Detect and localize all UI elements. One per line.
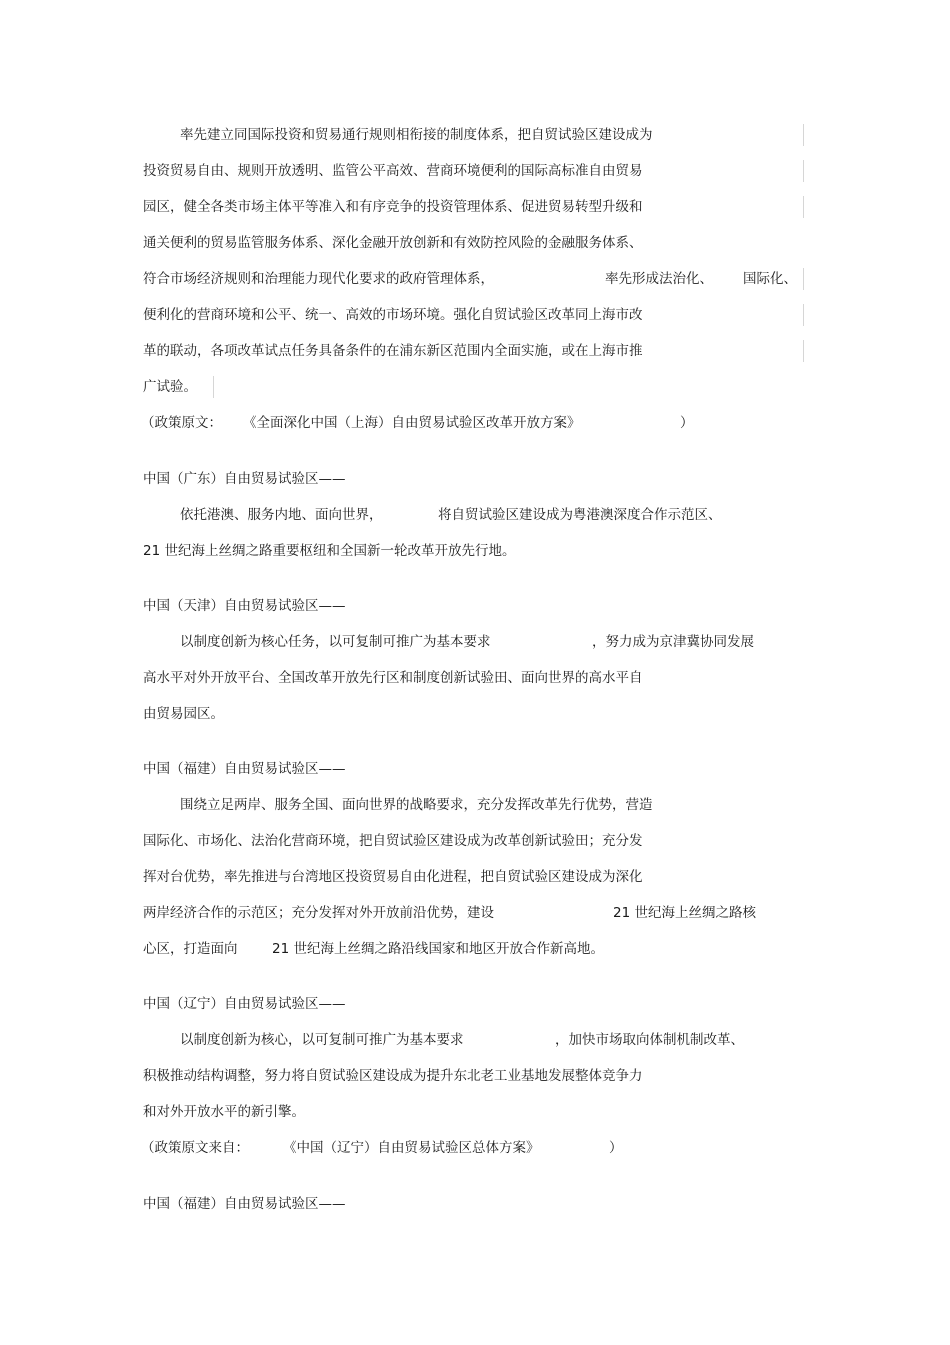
- section-heading: 中国（天津）自由贸易试验区——: [143, 598, 346, 614]
- paragraph-line: 21 世纪海上丝绸之路重要枢纽和全国新一轮改革开放先行地。: [143, 543, 516, 559]
- section-heading: 中国（福建）自由贸易试验区——: [143, 761, 346, 777]
- paragraph-line: 21 世纪海上丝绸之路核: [613, 905, 756, 921]
- paragraph-line: 两岸经济合作的示范区；充分发挥对外开放前沿优势，建设: [143, 905, 494, 921]
- section-heading: 中国（福建）自由贸易试验区——: [143, 1196, 346, 1212]
- paragraph-line: 和对外开放水平的新引擎。: [143, 1104, 305, 1120]
- paragraph-line: 高水平对外开放平台、全国改革开放先行区和制度创新试验田、面向世界的高水平自: [143, 670, 643, 686]
- paragraph-line: 广试验。: [143, 379, 197, 395]
- paragraph-line: 挥对台优势，率先推进与台湾地区投资贸易自由化进程，把自贸试验区建设成为深化: [143, 869, 643, 885]
- margin-rule: [803, 268, 804, 290]
- source-note: （政策原文来自：: [141, 1140, 249, 1156]
- margin-rule: [803, 304, 804, 326]
- paragraph-line: 投资贸易自由、规则开放透明、监管公平高效、营商环境便利的国际高标准自由贸易: [143, 163, 643, 179]
- section-heading: 中国（广东）自由贸易试验区——: [143, 471, 346, 487]
- margin-rule: [803, 124, 804, 146]
- paragraph-line: 通关便利的贸易监管服务体系、深化金融开放创新和有效防控风险的金融服务体系、: [143, 235, 643, 251]
- paragraph-line: 依托港澳、服务内地、面向世界，: [180, 507, 383, 523]
- paragraph-line: 革的联动，各项改革试点任务具备条件的在浦东新区范围内全面实施，或在上海市推: [143, 343, 643, 359]
- paragraph-line: 国际化、市场化、法治化营商环境，把自贸试验区建设成为改革创新试验田；充分发: [143, 833, 643, 849]
- paragraph-line: 符合市场经济规则和治理能力现代化要求的政府管理体系，: [143, 271, 494, 287]
- paragraph-line: 由贸易园区。: [143, 706, 224, 722]
- paragraph-line: 围绕立足两岸、服务全国、面向世界的战略要求，充分发挥改革先行优势，营造: [180, 797, 653, 813]
- paragraph-line: 率先形成法治化、: [605, 271, 713, 287]
- source-note: ）: [609, 1140, 623, 1156]
- source-note: （政策原文：: [141, 415, 222, 431]
- margin-rule: [213, 376, 214, 398]
- source-note: ）: [680, 415, 694, 431]
- margin-rule: [803, 340, 804, 362]
- paragraph-line: ，加快市场取向体制机制改革、: [555, 1032, 744, 1048]
- paragraph-line: 心区，打造面向: [143, 941, 238, 957]
- paragraph-line: 便利化的营商环境和公平、统一、高效的市场环境。强化自贸试验区改革同上海市改: [143, 307, 643, 323]
- paragraph-line: 以制度创新为核心，以可复制可推广为基本要求: [180, 1032, 464, 1048]
- paragraph-line: 21 世纪海上丝绸之路沿线国家和地区开放合作新高地。: [272, 941, 604, 957]
- paragraph-line: 率先建立同国际投资和贸易通行规则相衔接的制度体系，把自贸试验区建设成为: [180, 127, 653, 143]
- source-note: 《中国（辽宁）自由贸易试验区总体方案》: [283, 1140, 540, 1156]
- paragraph-line: 将自贸试验区建设成为粤港澳深度合作示范区、: [438, 507, 722, 523]
- margin-rule: [803, 196, 804, 218]
- margin-rule: [803, 160, 804, 182]
- paragraph-line: 积极推动结构调整，努力将自贸试验区建设成为提升东北老工业基地发展整体竞争力: [143, 1068, 643, 1084]
- paragraph-line: ，努力成为京津冀协同发展: [592, 634, 754, 650]
- source-note: 《全面深化中国（上海）自由贸易试验区改革开放方案》: [243, 415, 581, 431]
- paragraph-line: 园区，健全各类市场主体平等准入和有序竞争的投资管理体系、促进贸易转型升级和: [143, 199, 643, 215]
- paragraph-line: 国际化、: [743, 271, 797, 287]
- paragraph-line: 以制度创新为核心任务，以可复制可推广为基本要求: [180, 634, 491, 650]
- section-heading: 中国（辽宁）自由贸易试验区——: [143, 996, 346, 1012]
